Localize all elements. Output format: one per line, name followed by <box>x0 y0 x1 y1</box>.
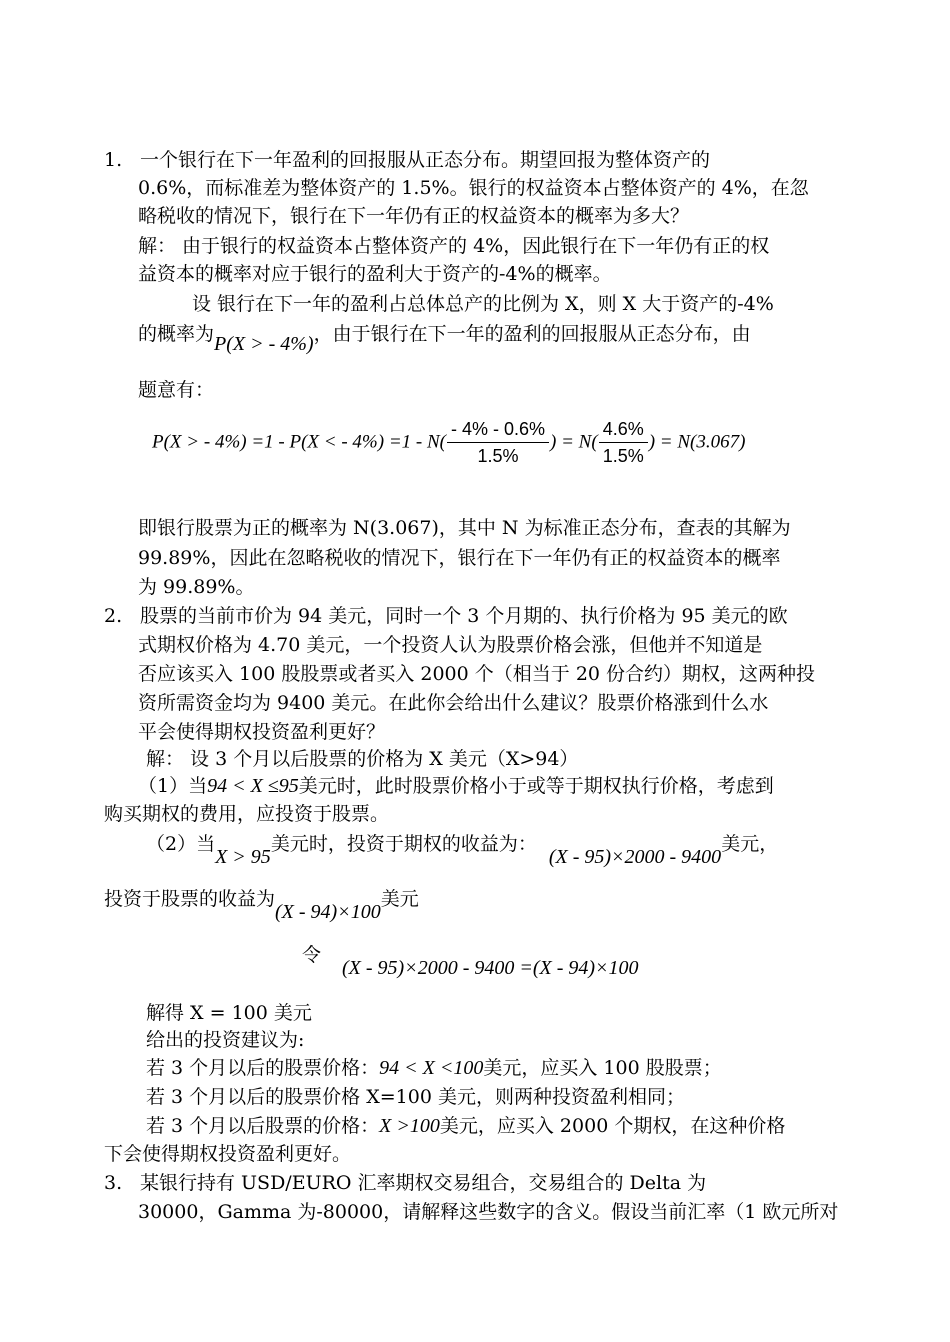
q1-result-line-2: 99.89%，因此在忽略税收的情况下，银行在下一年仍有正的权益资本的概率 <box>138 547 781 569</box>
q2-solution-line-5 <box>104 886 419 923</box>
q2-advice-3-start: 若 3 个月以后股票的价格： <box>146 1115 380 1137</box>
q2-stock-payoff-start: 投资于股票的收益为 <box>104 888 276 910</box>
q2-case-1-start: （1）当 <box>138 775 208 797</box>
q2-case-2-middle: 美元时，投资于期权的收益为： <box>270 833 537 855</box>
q1-text-line-2: 0.6%，而标准差为整体资产的 1.5%。银行的权益资本占整体资产的 4%，在忽 <box>138 177 809 199</box>
q3-text-line-1: 某银行持有 USD/EURO 汇率期权交易组合，交易组合的 Delta 为 <box>140 1172 707 1194</box>
q2-break-even-equation: (X - 95)×2000 - 9400 =(X - 94)×100 <box>342 957 639 979</box>
q2-advice-line-1 <box>146 1055 722 1081</box>
q2-stock-payoff-end: 美元 <box>380 888 419 910</box>
q2-solution-line-2 <box>138 773 774 799</box>
q1-solution-line-4-start: 的概率为 <box>138 323 215 345</box>
q1-eq-fraction-1-denominator: 1.5% <box>477 446 519 466</box>
q2-text-line-3: 否应该买入 100 股股票或者买入 2000 个（相当于 20 份合约）期权，这两种投 <box>138 663 816 685</box>
q2-case-2-end: 美元， <box>721 833 779 855</box>
q1-number: 1. <box>104 149 123 171</box>
q1-eq-fraction-1 <box>447 418 549 467</box>
q2-stock-payoff-expression: (X - 94)×100 <box>275 901 381 923</box>
q1-solution-line-2: 益资本的概率对应于银行的盈利大于资产的-4%的概率。 <box>138 263 612 285</box>
q1-solution-line-4-end: ，由于银行在下一年的盈利的回报服从正态分布，由 <box>313 323 751 345</box>
q2-equation-label: 令 <box>302 944 322 966</box>
q1-solution-line-4 <box>138 321 751 355</box>
q1-eq-fraction-2 <box>599 418 648 467</box>
q2-number: 2. <box>104 605 123 627</box>
q2-advice-3-condition: X >100 <box>379 1115 440 1137</box>
q3-text-line-2: 30000，Gamma 为-80000，请解释这些数字的含义。假设当前汇率（1 欧元所对 <box>138 1201 839 1223</box>
q2-text-line-1: 股票的当前市价为 94 美元，同时一个 3 个月期的、执行价格为 95 美元的欧 <box>140 605 788 627</box>
q2-case-1-range: 94 < X ≤95 <box>207 775 299 797</box>
q1-result-line-3: 为 99.89%。 <box>138 576 255 598</box>
q1-solution-line-5: 题意有： <box>138 379 215 401</box>
q2-solution-line-4 <box>146 831 779 868</box>
q2-solution-line-8: 给出的投资建议为: <box>146 1029 305 1051</box>
q1-eq-fraction-2-denominator: 1.5% <box>602 446 644 466</box>
q2-text-line-2: 式期权价格为 4.70 美元，一个投资人认为股票价格会涨，但他并不知道是 <box>138 634 763 656</box>
q2-case-2-condition: X > 95 <box>215 846 271 868</box>
q1-main-equation <box>152 418 745 467</box>
q2-advice-3-end: 美元，应买入 2000 个期权，在这种价格 <box>439 1115 786 1137</box>
q1-prob-expression: P(X > - 4%) <box>214 333 314 355</box>
q3-number: 3. <box>104 1172 123 1194</box>
q1-eq-part-3: ) = N(3.067) <box>648 431 746 453</box>
q1-eq-part-2: ) = N( <box>550 431 598 453</box>
q2-solution-line-7: 解得 X = 100 美元 <box>146 1002 312 1024</box>
q2-case-1-end: 美元时，此时股票价格小于或等于期权执行价格，考虑到 <box>298 775 774 797</box>
q1-text-line-1: 一个银行在下一年盈利的回报服从正态分布。期望回报为整体资产的 <box>140 149 711 171</box>
q1-result-line-1: 即银行股票为正的概率为 N(3.067)，其中 N 为标准正态分布，查表的其解为 <box>138 517 791 539</box>
q2-advice-1-start: 若 3 个月以后的股票价格： <box>146 1057 380 1079</box>
q2-option-payoff-expression: (X - 95)×2000 - 9400 <box>548 846 722 868</box>
q2-advice-line-2: 若 3 个月以后的股票价格 X=100 美元，则两种投资盈利相同； <box>146 1086 685 1108</box>
q2-text-line-5: 平会使得期权投资盈利更好？ <box>138 721 386 743</box>
q2-solution-line-1: 解： 设 3 个月以后股票的价格为 X 美元（X>94） <box>146 748 579 770</box>
q2-solution-line-3: 购买期权的费用，应投资于股票。 <box>104 803 390 825</box>
q2-text-line-4: 资所需资金均为 9400 美元。在此你会给出什么建议？股票价格涨到什么水 <box>138 692 769 714</box>
q1-eq-fraction-1-numerator: - 4% - 0.6% <box>447 418 549 443</box>
q1-solution-line-1: 解： 由于银行的权益资本占整体资产的 4%，因此银行在下一年仍有正的权 <box>138 235 770 257</box>
q2-advice-line-3 <box>146 1113 785 1139</box>
q1-eq-part-1: P(X > - 4%) =1 - P(X < - 4%) =1 - N( <box>152 431 446 453</box>
q1-text-line-3: 略税收的情况下，银行在下一年仍有正的权益资本的概率为多大？ <box>138 205 690 227</box>
q2-advice-1-end: 美元，应买入 100 股股票； <box>483 1057 722 1079</box>
q2-advice-1-range: 94 < X <100 <box>379 1057 484 1079</box>
q2-advice-line-4: 下会使得期权投资盈利更好。 <box>104 1143 352 1165</box>
q1-eq-fraction-2-numerator: 4.6% <box>599 418 648 443</box>
q2-case-2-start: （2）当 <box>146 833 216 855</box>
q1-solution-line-3: 设 银行在下一年的盈利占总体总产的比例为 X，则 X 大于资产的-4% <box>192 293 774 315</box>
